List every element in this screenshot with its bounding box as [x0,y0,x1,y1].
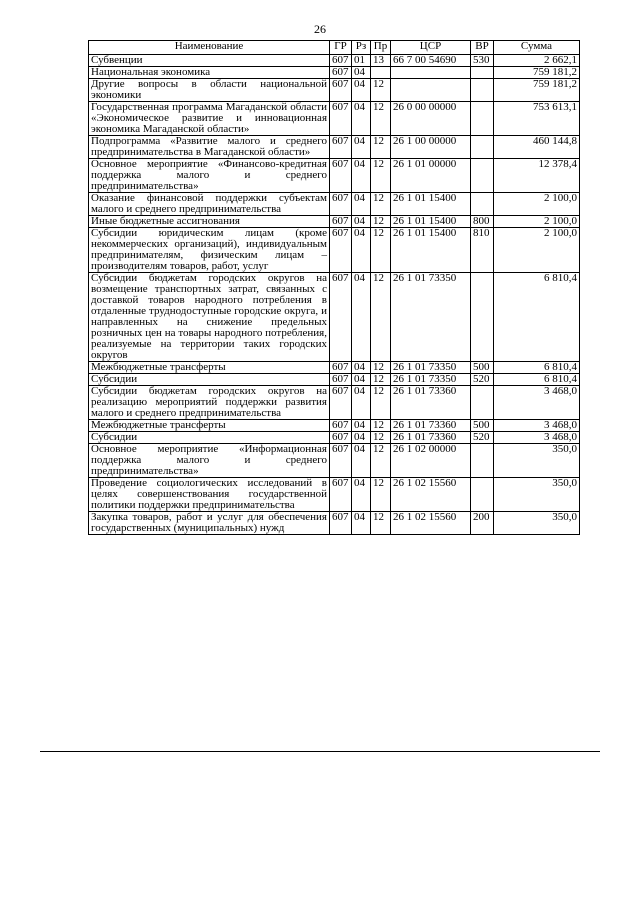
cell-gr: 607 [330,79,352,102]
cell-sum: 6 810,4 [494,374,580,386]
cell-pr: 13 [371,55,391,67]
table-row [89,432,580,444]
cell-csr: 26 1 01 15400 [391,193,471,216]
cell-vr [471,444,494,478]
cell-vr [471,386,494,420]
table-row [89,386,580,420]
cell-vr [471,478,494,512]
cell-gr: 607 [330,444,352,478]
cell-rz: 04 [352,102,371,136]
cell-csr: 26 1 01 73360 [391,432,471,444]
cell-rz: 04 [352,512,371,535]
cell-name: Национальная экономика [89,67,330,79]
cell-pr: 12 [371,273,391,362]
cell-sum: 3 468,0 [494,432,580,444]
cell-rz: 04 [352,159,371,193]
cell-pr: 12 [371,136,391,159]
cell-vr [471,193,494,216]
cell-csr: 26 0 00 00000 [391,102,471,136]
table-row [89,67,580,79]
cell-rz: 04 [352,432,371,444]
header-gr: ГР [330,41,352,55]
cell-pr: 12 [371,512,391,535]
cell-name: Субсидии юридическим лицам (кроме некоммерческих организаций), индивидуальным предпринимателям, физическим лицам – производителям товаров, работ, услуг [89,228,330,273]
cell-name: Субсидии бюджетам городских округов на реализацию мероприятий поддержки развития малого и среднего предпринимательства [89,386,330,420]
cell-vr [471,79,494,102]
cell-pr: 12 [371,444,391,478]
table-row [89,362,580,374]
cell-csr: 26 1 01 73360 [391,420,471,432]
cell-rz: 04 [352,362,371,374]
table-row [89,273,580,362]
cell-vr: 200 [471,512,494,535]
header-rz: Рз [352,41,371,55]
cell-sum: 759 181,2 [494,79,580,102]
cell-gr: 607 [330,159,352,193]
cell-rz: 04 [352,386,371,420]
cell-gr: 607 [330,374,352,386]
cell-csr: 26 1 01 73350 [391,362,471,374]
cell-csr [391,67,471,79]
cell-csr [391,79,471,102]
cell-rz: 04 [352,420,371,432]
cell-sum: 460 144,8 [494,136,580,159]
table-row [89,444,580,478]
cell-gr: 607 [330,193,352,216]
cell-gr: 607 [330,67,352,79]
cell-csr: 26 1 01 15400 [391,228,471,273]
cell-csr: 26 1 00 00000 [391,136,471,159]
cell-csr: 26 1 01 73350 [391,374,471,386]
cell-rz: 04 [352,136,371,159]
cell-sum: 350,0 [494,512,580,535]
table-row [89,420,580,432]
cell-sum: 3 468,0 [494,386,580,420]
cell-gr: 607 [330,512,352,535]
cell-pr: 12 [371,386,391,420]
cell-sum: 350,0 [494,444,580,478]
cell-pr: 12 [371,102,391,136]
table-row [89,102,580,136]
cell-csr: 26 1 01 73350 [391,273,471,362]
cell-vr [471,273,494,362]
cell-name: Субсидии [89,374,330,386]
table-row [89,228,580,273]
cell-pr: 12 [371,228,391,273]
cell-csr: 26 1 01 00000 [391,159,471,193]
cell-name: Государственная программа Магаданской области «Экономическое развитие и инновационная экономика Магаданской области» [89,102,330,136]
header-name: Наименование [89,41,330,55]
cell-sum: 350,0 [494,478,580,512]
page-number: 26 [314,22,326,36]
cell-name: Основное мероприятие «Финансово-кредитная поддержка малого и среднего предпринимательства» [89,159,330,193]
cell-rz: 04 [352,444,371,478]
cell-pr: 12 [371,362,391,374]
cell-pr: 12 [371,374,391,386]
cell-pr: 12 [371,159,391,193]
cell-gr: 607 [330,55,352,67]
cell-csr: 26 1 02 15560 [391,512,471,535]
cell-vr: 530 [471,55,494,67]
cell-gr: 607 [330,273,352,362]
cell-vr: 810 [471,228,494,273]
cell-sum: 6 810,4 [494,362,580,374]
cell-csr: 26 1 02 15560 [391,478,471,512]
cell-name: Основное мероприятие «Информационная поддержка малого и среднего предпринимательства» [89,444,330,478]
cell-name: Подпрограмма «Развитие малого и среднего предпринимательства в Магаданской области» [89,136,330,159]
cell-sum: 2 100,0 [494,216,580,228]
cell-pr: 12 [371,420,391,432]
cell-rz: 04 [352,228,371,273]
footer-divider [40,751,600,752]
table-row [89,193,580,216]
table-row [89,136,580,159]
cell-vr: 500 [471,420,494,432]
table-body [89,55,580,535]
table-row [89,55,580,67]
cell-rz: 04 [352,273,371,362]
cell-rz: 01 [352,55,371,67]
cell-rz: 04 [352,193,371,216]
cell-sum: 12 378,4 [494,159,580,193]
cell-vr: 520 [471,432,494,444]
cell-vr: 520 [471,374,494,386]
table-row [89,478,580,512]
table-row [89,216,580,228]
cell-pr: 12 [371,432,391,444]
cell-vr [471,136,494,159]
cell-vr [471,67,494,79]
cell-pr [371,67,391,79]
cell-gr: 607 [330,102,352,136]
cell-rz: 04 [352,374,371,386]
cell-name: Проведение социологических исследований в целях совершенствования государственной политики поддержки предпринимательства [89,478,330,512]
table-row [89,159,580,193]
cell-rz: 04 [352,67,371,79]
cell-name: Субсидии бюджетам городских округов на возмещение транспортных затрат, связанных с доставкой товаров народного потребления в отдаленные труднодоступные городские округа, и направленных на снижение предельных розничных цен на товары народного потребления, реализуемые на территории таких городских округов [89,273,330,362]
cell-vr: 800 [471,216,494,228]
cell-vr [471,102,494,136]
cell-csr: 26 1 02 00000 [391,444,471,478]
cell-sum: 6 810,4 [494,273,580,362]
cell-gr: 607 [330,362,352,374]
header-csr: ЦСР [391,41,471,55]
cell-pr: 12 [371,216,391,228]
cell-gr: 607 [330,432,352,444]
cell-sum: 3 468,0 [494,420,580,432]
cell-gr: 607 [330,478,352,512]
cell-name: Иные бюджетные ассигнования [89,216,330,228]
cell-name: Другие вопросы в области национальной экономики [89,79,330,102]
cell-name: Межбюджетные трансферты [89,420,330,432]
cell-vr: 500 [471,362,494,374]
header-sum: Сумма [494,41,580,55]
cell-csr: 26 1 01 15400 [391,216,471,228]
cell-name: Субсидии [89,432,330,444]
cell-name: Межбюджетные трансферты [89,362,330,374]
cell-sum: 753 613,1 [494,102,580,136]
table-row [89,79,580,102]
cell-rz: 04 [352,216,371,228]
cell-gr: 607 [330,420,352,432]
cell-gr: 607 [330,386,352,420]
cell-sum: 2 662,1 [494,55,580,67]
table-header-row [89,41,580,55]
cell-rz: 04 [352,79,371,102]
cell-gr: 607 [330,136,352,159]
header-pr: Пр [371,41,391,55]
cell-name: Оказание финансовой поддержки субъектам малого и среднего предпринимательства [89,193,330,216]
cell-name: Закупка товаров, работ и услуг для обеспечения государственных (муниципальных) нужд [89,512,330,535]
cell-pr: 12 [371,79,391,102]
cell-gr: 607 [330,216,352,228]
cell-sum: 759 181,2 [494,67,580,79]
cell-sum: 2 100,0 [494,193,580,216]
cell-gr: 607 [330,228,352,273]
table-row [89,374,580,386]
table-row [89,512,580,535]
cell-vr [471,159,494,193]
budget-table [88,40,580,535]
cell-csr: 26 1 01 73360 [391,386,471,420]
cell-sum: 2 100,0 [494,228,580,273]
cell-pr: 12 [371,193,391,216]
cell-rz: 04 [352,478,371,512]
header-vr: ВР [471,41,494,55]
cell-csr: 66 7 00 54690 [391,55,471,67]
cell-pr: 12 [371,478,391,512]
cell-name: Субвенции [89,55,330,67]
